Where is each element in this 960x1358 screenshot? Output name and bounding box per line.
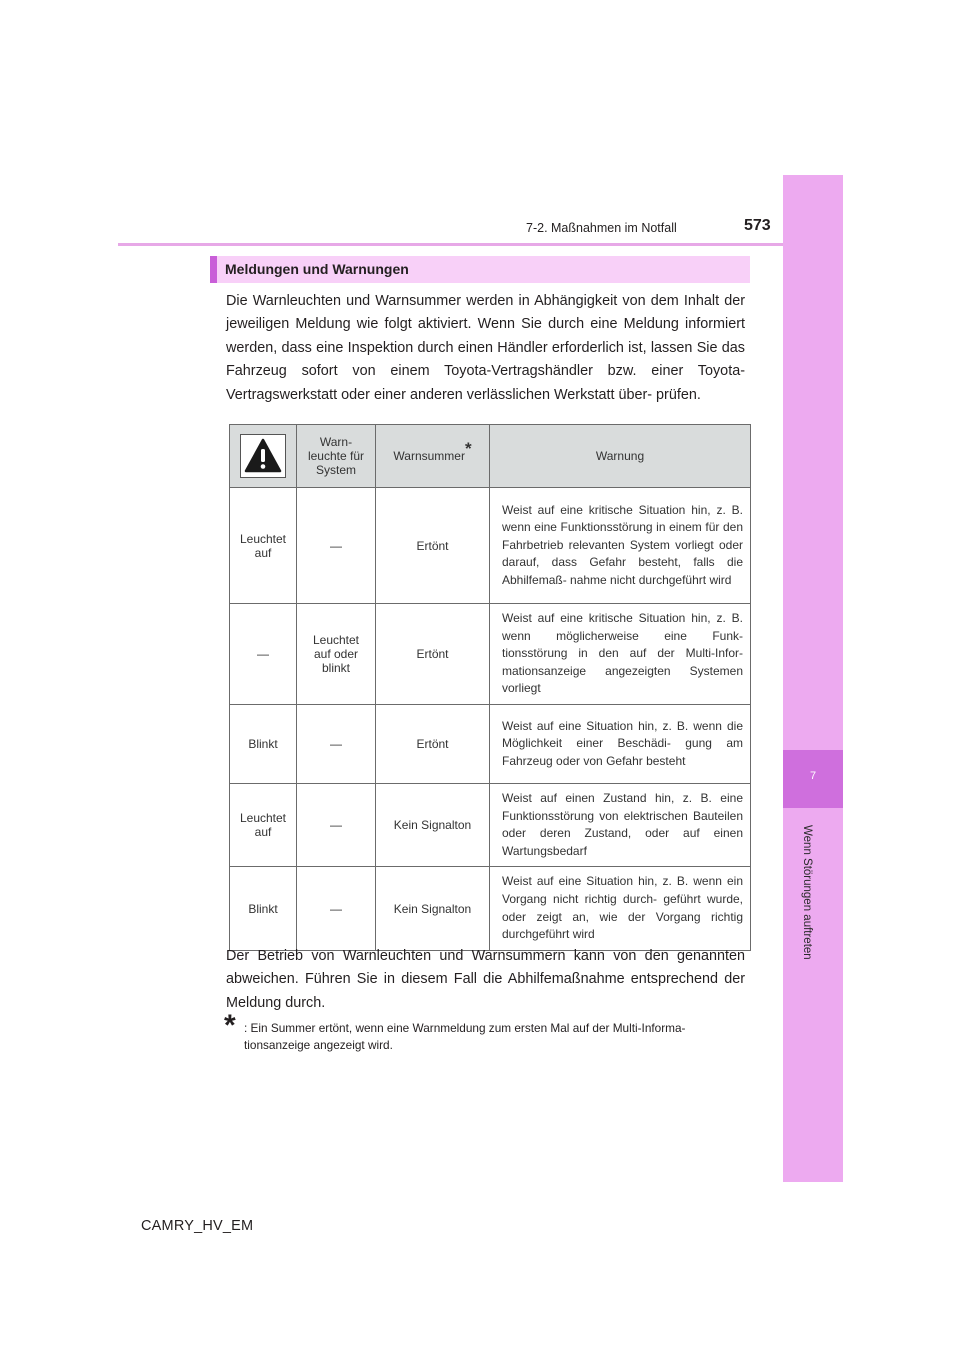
warning-triangle-icon: [240, 434, 286, 478]
buzzer-header: Warnsummer*: [376, 425, 490, 488]
section-label: 7-2. Maßnahmen im Notfall: [526, 221, 677, 235]
table-row: [230, 867, 751, 950]
buzzer-footnote-mark: *: [464, 439, 472, 458]
table-row: [230, 783, 751, 866]
master-cell: Leuchtet auf: [230, 488, 297, 604]
table-row: [230, 604, 751, 705]
system-cell: —: [297, 704, 376, 783]
system-cell: —: [297, 783, 376, 866]
warning-cell: Weist auf eine kritische Situation hin, z. B. wenn möglicherweise eine Funk- tionsstörung in den auf der Multi-Infor- mationsanzeige angezeigten Systemen vorliegt: [490, 604, 751, 705]
document-code: CAMRY_HV_EM: [141, 1218, 254, 1234]
warning-cell: Weist auf eine Situation hin, z. B. wenn ein Vorgang nicht richtig durch- geführt wurde, oder zeigt an, wie der Vorgang richtig durchgeführt wird: [490, 867, 751, 950]
buzzer-cell: Kein Signalton: [376, 783, 490, 866]
outro-paragraph: Der Betrieb von Warnleuchten und Warnsummern kann von den genannten abweichen. Führen Sie in diesem Fall die Abhilfemaßnahme entsprechend der Meldung durch.: [226, 948, 745, 1011]
header-rule: [118, 243, 783, 246]
system-cell: —: [297, 488, 376, 604]
chapter-title: Wenn Störungen auftreten: [801, 825, 813, 960]
table-header-row: [230, 425, 751, 488]
buzzer-cell: Ertönt: [376, 604, 490, 705]
buzzer-cell: Ertönt: [376, 704, 490, 783]
table-row: [230, 704, 751, 783]
system-cell: Leuchtet auf oder blinkt: [297, 604, 376, 705]
chapter-number: 7: [809, 770, 817, 782]
master-cell: Blinkt: [230, 704, 297, 783]
system-light-header: Warn- leuchte für System: [297, 425, 376, 488]
warning-header: Warnung: [490, 425, 751, 488]
intro-paragraph: Die Warnleuchten und Warnsummer werden in Abhängigkeit von dem Inhalt der jeweiligen Meldung wie folgt aktiviert. Wenn Sie durch eine Meldung informiert werden, dass eine Inspektion durch einen Händler erforderlich ist, lassen Sie das Fahrzeug sofort von einem Toyota-Vertragshändler bzw. einer Toyota-Vertragswerkstatt oder einer anderen verlässlichen Werkstatt über- prüfen.: [226, 293, 745, 403]
buzzer-cell: Kein Signalton: [376, 867, 490, 950]
page-number: 573: [744, 217, 771, 234]
master-cell: Blinkt: [230, 867, 297, 950]
master-warning-header: [230, 425, 297, 488]
system-cell: —: [297, 867, 376, 950]
chapter-side-tab: [783, 175, 843, 1182]
warning-table: [229, 424, 751, 951]
warning-cell: Weist auf einen Zustand hin, z. B. eine Funktionsstörung von elektrischen Bauteilen oder deren Zustand, oder auf einen Wartungsbedarf: [490, 783, 751, 866]
section-heading: Meldungen und Warnungen: [225, 261, 409, 277]
warning-cell: Weist auf eine Situation hin, z. B. wenn die Möglichkeit einer Beschädi- gung am Fahrzeug oder von Gefahr besteht: [490, 704, 751, 783]
master-cell: Leuchtet auf: [230, 783, 297, 866]
footnote-text: : Ein Summer ertönt, wenn eine Warnmeldung zum ersten Mal auf der Multi-Informa- tionsanzeige angezeigt wird.: [244, 1021, 686, 1052]
master-cell: —: [230, 604, 297, 705]
buzzer-cell: Ertönt: [376, 488, 490, 604]
footnote-mark: *: [224, 1009, 236, 1042]
table-row: [230, 488, 751, 604]
warning-cell: Weist auf eine kritische Situation hin, z. B. wenn eine Funktionsstörung in einem für den Fahrbetrieb relevanten System vorliegt oder darauf, dass Gefahr besteht, falls die Abhilfemaß- nahme nicht durchgeführt wird: [490, 488, 751, 604]
